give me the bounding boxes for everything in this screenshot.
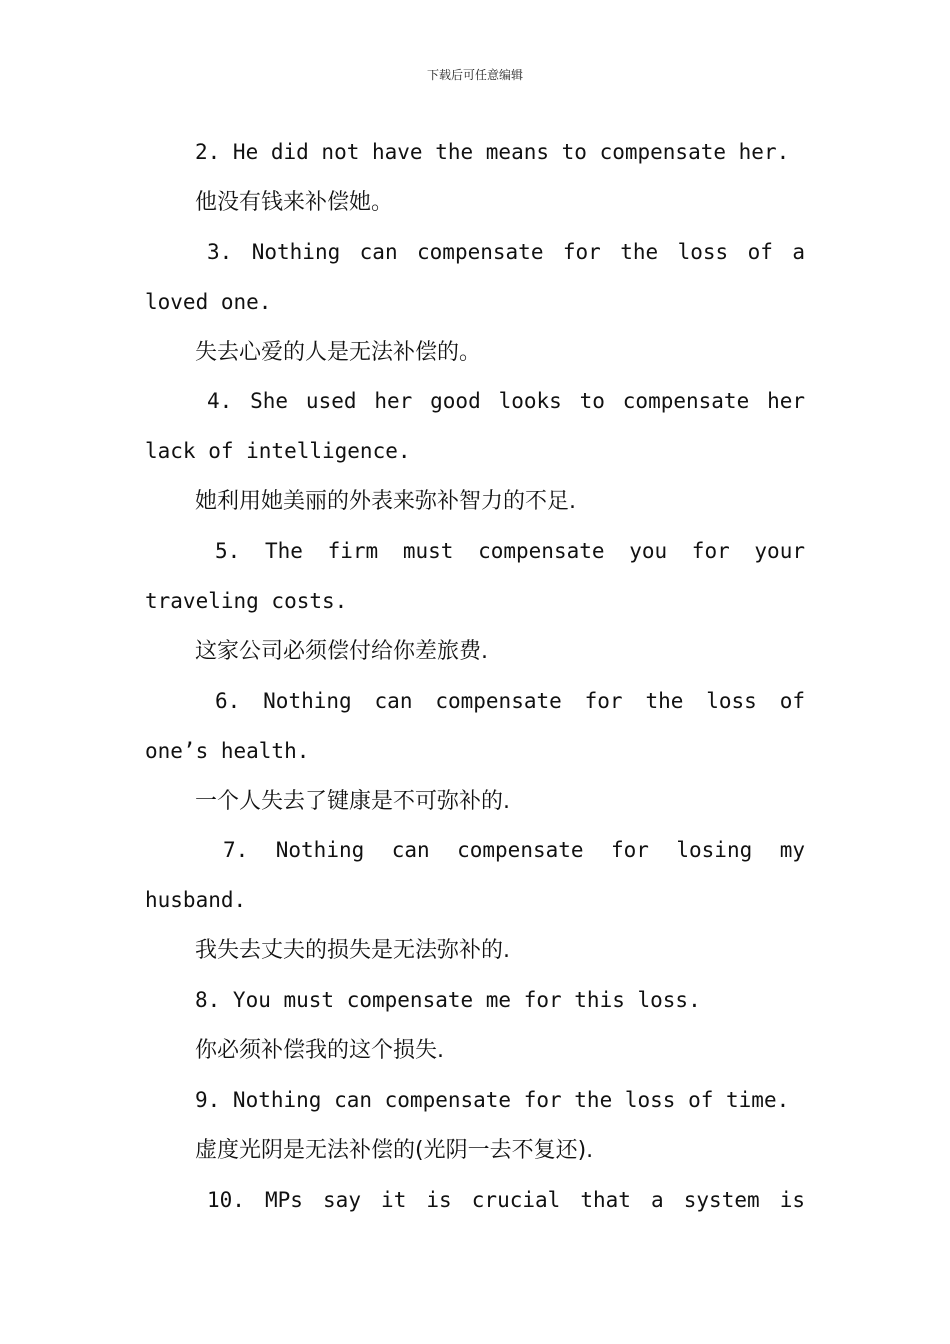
sentence-3-english-line-2: loved one. [145,289,272,314]
sentence-9-chinese: 虚度光阴是无法补偿的(光阴一去不复还). [195,1137,594,1163]
sentence-5-english-line-1: 5. The firm must compensate you for your [215,539,805,564]
sentence-2-english: 2. He did not have the means to compensate her. [195,140,790,164]
sentence-4-english-line-2: lack of intelligence. [145,439,411,464]
sentence-8-english: 8. You must compensate me for this loss. [195,988,701,1013]
sentence-5-chinese: 这家公司必须偿付给你差旅费. [195,638,488,664]
sentence-9-english: 9. Nothing can compensate for the loss of time. [195,1087,790,1112]
sentence-3-chinese: 失去心爱的人是无法补偿的。 [195,339,482,365]
sentence-3-english-line-1: 3. Nothing can compensate for the loss of a [207,239,805,264]
sentence-6-english-line-2: one’s health. [145,738,310,763]
sentence-10-english-line-1: 10. MPs say it is crucial that a system is [207,1187,805,1212]
sentence-8-chinese: 你必须补偿我的这个损失. [195,1038,444,1064]
sentence-7-english-line-1: 7. Nothing can compensate for losing my [223,838,805,863]
sentence-7-english-line-2: husband. [145,888,247,913]
sentence-4-english-line-1: 4. She used her good looks to compensate her [207,389,805,414]
sentence-6-english-line-1: 6. Nothing can compensate for the loss of [215,688,805,713]
sentence-7-chinese: 我失去丈夫的损失是无法弥补的. [195,938,510,964]
sentence-4-chinese: 她利用她美丽的外表来弥补智力的不足. [195,489,576,515]
page-header: 下载后可任意编辑 [426,68,523,82]
document-body [145,128,805,1226]
sentence-5-english-line-2: traveling costs. [145,589,348,614]
sentence-6-chinese: 一个人失去了键康是不可弥补的. [195,788,510,814]
sentence-2-chinese: 他没有钱来补偿她。 [195,189,394,215]
